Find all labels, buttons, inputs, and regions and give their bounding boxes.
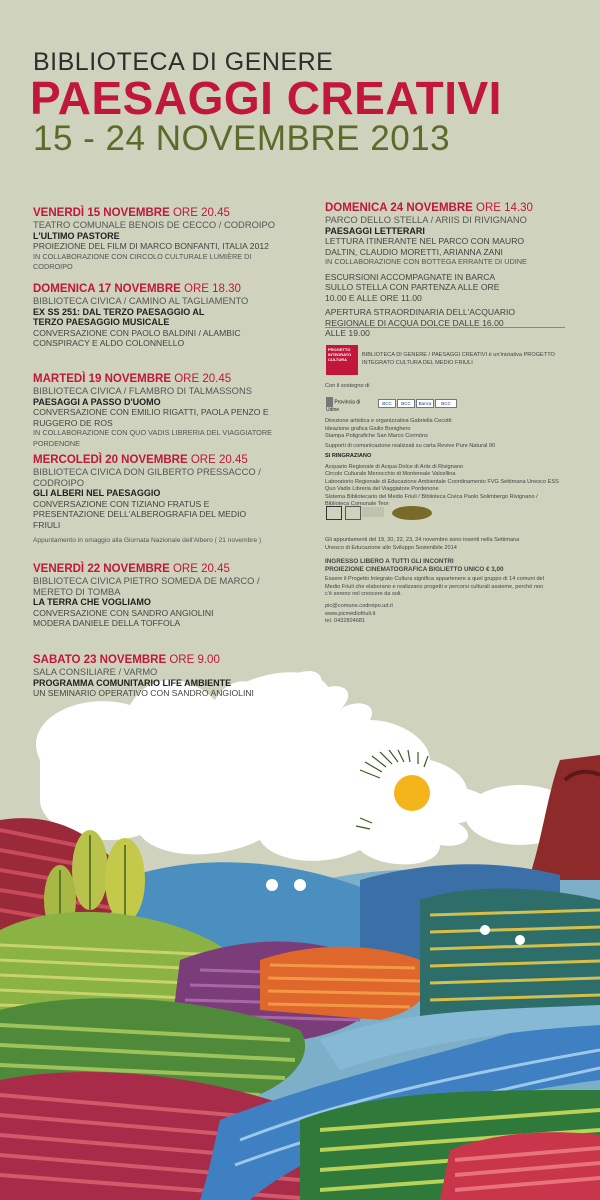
event-7-day: DOMENICA 24 NOVEMBRE: [325, 202, 473, 214]
event-4-desc: CONVERSAZIONE CON TIZIANO FRATUS E PRESENTAZIONE DELL'ALBEROGRAFIA DEL MEDIO FRIULI: [33, 498, 247, 530]
page-title: PAESAGGI CREATIVI: [30, 72, 502, 124]
event-6-time: ORE 9.00: [169, 654, 220, 666]
support-label: Con il sostegno di: [325, 383, 370, 389]
event-3-day: MARTEDÌ 19 NOVEMBRE: [33, 373, 172, 385]
divider: [325, 327, 565, 328]
sponsor-logo-4: BCC: [435, 399, 457, 408]
thanks-item: Sistema Bibliotecario del Medio Friuli / Biblioteca Civica Paolo Solimbergo Rivignano /: [325, 493, 538, 500]
event-6-place: SALA CONSILIARE / VARMO: [33, 666, 158, 677]
event-3-time: ORE 20.45: [174, 373, 232, 385]
event-7-time: ORE 14.30: [476, 202, 533, 214]
thanks-item: Laboratorio Regionale di Educazione Ambientale Coordinamento FVG Settimana Unesco ESS: [325, 478, 559, 485]
event-4-note: Appuntamento in omaggio alla Giornata Nazionale dell'Albero ( 21 novembre ): [33, 537, 262, 544]
event-7-desc: LETTURA ITINERANTE NEL PARCO CON MAURO DALTIN, CLAUDIO MORETTI, ARIANNA ZANI: [325, 236, 525, 257]
event-7-note: IN COLLABORAZIONE CON BOTTEGA ERRANTE DI UDINE: [325, 257, 527, 266]
event-2-place: BIBLIOTECA CIVICA / CAMINO AL TAGLIAMENTO: [33, 295, 249, 306]
event-1-place: TEATRO COMUNALE BENOIS DE CECCO / CODROIPO: [33, 219, 276, 230]
event-3-note: IN COLLABORAZIONE CON QUO VADIS LIBRERIA DEL VIAGGIATORE PORDENONE: [33, 428, 272, 448]
event-1-day: VENERDÌ 15 NOVEMBRE: [33, 207, 170, 219]
event-1-time: ORE 20.45: [172, 207, 230, 219]
contacts: [325, 603, 580, 626]
credit-print: Stampa Poligrafiche San Marco Cormòns: [325, 433, 428, 439]
pic-logo: [326, 345, 358, 375]
unesco-logo: [326, 506, 342, 520]
credits-block: [325, 418, 580, 450]
event-7: [325, 201, 585, 339]
italian-commission-logo: [345, 506, 361, 520]
event-1-note: IN COLLABORAZIONE CON CIRCOLO CULTURALE LUMIÈRE DI CODROIPO: [33, 251, 252, 271]
event-3: [33, 372, 293, 449]
event-4-time: ORE 20.45: [190, 454, 248, 466]
event-2-name: EX SS 251: DAL TERZO PAESAGGIO AL TERZO PAESAGGIO MUSICALE: [33, 306, 205, 327]
initiative-text: BIBLIOTECA DI GENERE / PAESAGGI CREATIVI è un'iniziativa PROGETTO INTEGRATO CULTURA DEL MEDIO FRIULI: [362, 352, 555, 366]
event-3-name: PAESAGGI A PASSO D'UOMO: [33, 396, 161, 407]
event-4: [33, 453, 293, 547]
event-5-day: VENERDÌ 22 NOVEMBRE: [33, 563, 170, 575]
event-2: [33, 282, 293, 349]
province-crest-icon: [326, 397, 333, 407]
event-4-place: BIBLIOTECA CIVICA DON GILBERTO PRESSACCO / CODROIPO: [33, 466, 261, 488]
sponsor-logo-1: BCC: [378, 399, 396, 408]
event-1-name: L'ULTIMO PASTORE: [33, 230, 120, 241]
event-5-desc: CONVERSAZIONE CON SANDRO ANGIOLINI MODERA DANIELE DELLA TOFFOLA: [33, 607, 214, 628]
event-4-name: GLI ALBERI NEL PAESAGGIO: [33, 488, 161, 498]
feather-logo: [392, 506, 432, 520]
event-6-desc: UN SEMINARIO OPERATIVO CON SANDRO ANGIOLINI: [33, 688, 254, 698]
province-name: Provincia di Udine: [326, 399, 361, 413]
entry-cinema: PROIEZIONE CINEMATOGRAFICA BIGLIETTO UNICO € 3,00: [325, 566, 504, 573]
header-dates: 15 - 24 NOVEMBRE 2013: [33, 119, 451, 158]
event-6: [33, 653, 293, 699]
commission-text-logo: [362, 507, 384, 517]
about-text: Essere il Progetto Integrato Cultura significa appartenere a quel gruppo di 14 comuni del Medio Friuli che elaborano e realizzano progetti e percorsi culturali assieme, perché non c'è sereno nel crescere da soli.: [325, 576, 544, 597]
event-5-name: LA TERRA CHE VOGLIAMO: [33, 597, 151, 607]
event-7-aquarium: APERTURA STRAORDINARIA DELL'ACQUARIO REGIONALE DI ACQUA DOLCE DALLE 16.00 ALLE 19.00: [325, 307, 516, 338]
event-2-desc: CONVERSAZIONE CON PAOLO BALDINI / ALAMBIC CONSPIRACY E ALDO COLONNELLO: [33, 327, 241, 348]
thanks-item: Biblioteca Comunale Teor: [325, 501, 389, 507]
event-1-desc: PROIEZIONE DEL FILM DI MARCO BONFANTI, ITALIA 2012: [33, 241, 269, 251]
event-7-place: PARCO DELLO STELLA / ARIIS DI RIVIGNANO: [325, 214, 527, 225]
header-subtitle: BIBLIOTECA DI GENERE: [33, 48, 334, 76]
event-5: [33, 562, 293, 629]
event-7-name: PAESAGGI LETTERARI: [325, 225, 425, 236]
event-3-place: BIBLIOTECA CIVICA / FLAMBRO DI TALMASSONS: [33, 385, 252, 396]
event-2-time: ORE 18.30: [184, 283, 241, 295]
event-4-day: MERCOLEDÌ 20 NOVEMBRE: [33, 454, 188, 466]
contact-email[interactable]: pic@comune.codroipo.ud.it: [325, 603, 393, 609]
event-2-day: DOMENICA 17 NOVEMBRE: [33, 283, 181, 295]
thanks-title: SI RINGRAZIANO: [325, 453, 372, 459]
thanks-block: [325, 453, 580, 509]
thanks-item: Quo Vadis Libreria del Viaggiatore Pordenone: [325, 486, 439, 492]
entry-block: [325, 558, 580, 574]
event-6-day: SABATO 23 NOVEMBRE: [33, 654, 167, 666]
contact-website[interactable]: www.picmediofriuli.it: [325, 610, 376, 617]
province-logo: [326, 397, 374, 411]
event-1: [33, 206, 293, 273]
event-5-time: ORE 20.45: [172, 563, 230, 575]
event-5-place: BIBLIOTECA CIVICA PIETRO SOMEDA DE MARCO / MERETO DI TOMBA: [33, 575, 260, 597]
unesco-note: Gli appuntamenti del 19, 20, 22, 23, 24 novembre sono inseriti nella Settimana Unesco di Educazione allo Sviluppo Sostenibile 2014: [325, 537, 520, 551]
entry-free: INGRESSO LIBERO A TUTTI GLI INCONTRI: [325, 558, 454, 565]
pic-logo-text: PROGETTO INTEGRATO CULTURA: [328, 347, 352, 362]
event-3-desc: CONVERSAZIONE CON EMILIO RIGATTI, PAOLA PENZO E RUGGERO DE ROS: [33, 407, 269, 428]
thanks-item: Acquario Regionale di Acqua Dolce di Ariis di Rivignano: [325, 463, 464, 470]
credit-graphic: Ideazione grafica Giulio Bonighero: [325, 425, 411, 432]
credit-direction: Direzione artistica e organizzativa Gabriella Cecotti: [325, 418, 452, 424]
event-7-boat-tours: ESCURSIONI ACCOMPAGNATE IN BARCA SULLO STELLA CON PARTENZA ALLE ORE 10.00 E ALLE ORE 11.00: [325, 271, 500, 303]
credit-paper: Supporti di comunicazione realizzati su carta Revive Pure Natural 90: [325, 442, 496, 449]
sponsor-logo-3: Banca: [416, 399, 434, 408]
thanks-item: Circolo Culturale Menocchio di Montereale Valcellina: [325, 471, 456, 477]
sponsor-logo-2: BCC: [397, 399, 415, 408]
contact-phone: tel. 0432824681: [325, 618, 366, 624]
event-6-name: PROGRAMMA COMUNITARIO LIFE AMBIENTE: [33, 677, 232, 688]
